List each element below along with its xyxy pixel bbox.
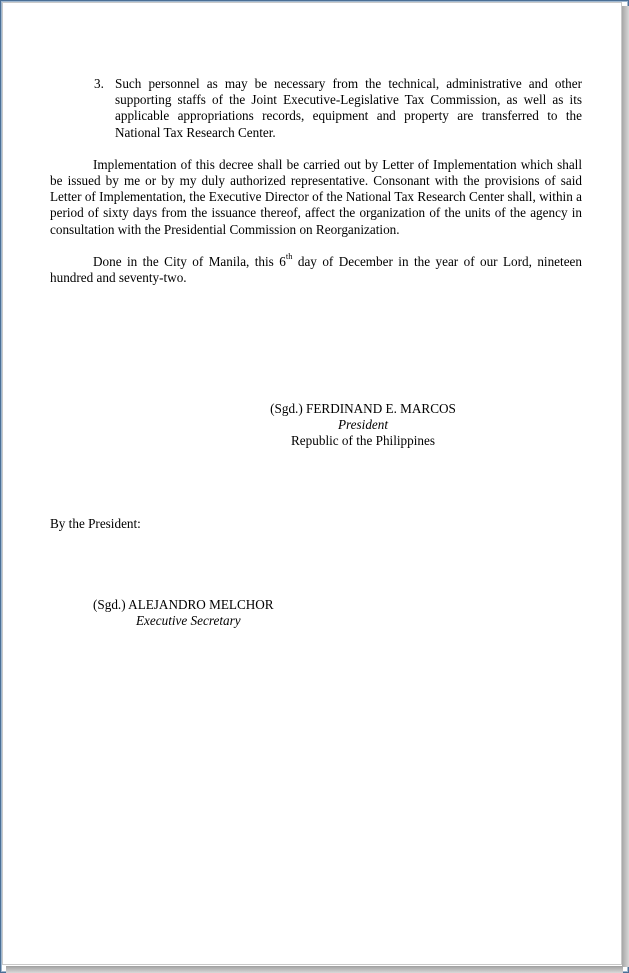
president-signature-block: [258, 401, 468, 450]
secretary-title: Executive Secretary: [136, 613, 241, 629]
by-the-president-line: By the President:: [50, 516, 141, 531]
page-shadow-right: [622, 6, 629, 967]
provision-number: 3.: [94, 76, 104, 91]
ordinal-suffix: th: [285, 251, 293, 262]
executive-secretary-signature-block: [93, 597, 274, 629]
done-paragraph-text-start: Done in the City of Manila, this 6: [93, 253, 286, 269]
provision-text: Such personnel as may be necessary from the technical, administrative and other supporting staffs of the Joint Executive-Legislative Tax Commission, as well as its applicable appropriations records, equipment and property are transferred to the National Tax Research Center.: [115, 76, 582, 140]
republic-line: Republic of the Philippines: [291, 433, 435, 449]
president-title: President: [337, 417, 389, 433]
president-name: (Sgd.) FERDINAND E. MARCOS: [270, 401, 456, 416]
numbered-provision-3: [94, 76, 582, 141]
document-page: [2, 2, 622, 965]
implementation-paragraph: Implementation of this decree shall be carried out by Letter of Implementation which shall be issued by me or by my duly authorized representative. Consonant with the provisions of said Letter of Implementation, the Executive Director of the National Tax Research Center shall, within a period of sixty days from the issuance thereof, affect the organization of the units of the agency in consultation with the Presidential Commission on Reorganization.: [50, 156, 582, 237]
done-paragraph: [50, 251, 583, 286]
secretary-name: (Sgd.) ALEJANDRO MELCHOR: [93, 597, 274, 612]
done-paragraph-text-end: day of December in the year of our Lord, nineteen hundred and seventy-two.: [50, 253, 583, 286]
page-shadow-bottom: [6, 966, 623, 973]
document-body: [50, 76, 582, 286]
